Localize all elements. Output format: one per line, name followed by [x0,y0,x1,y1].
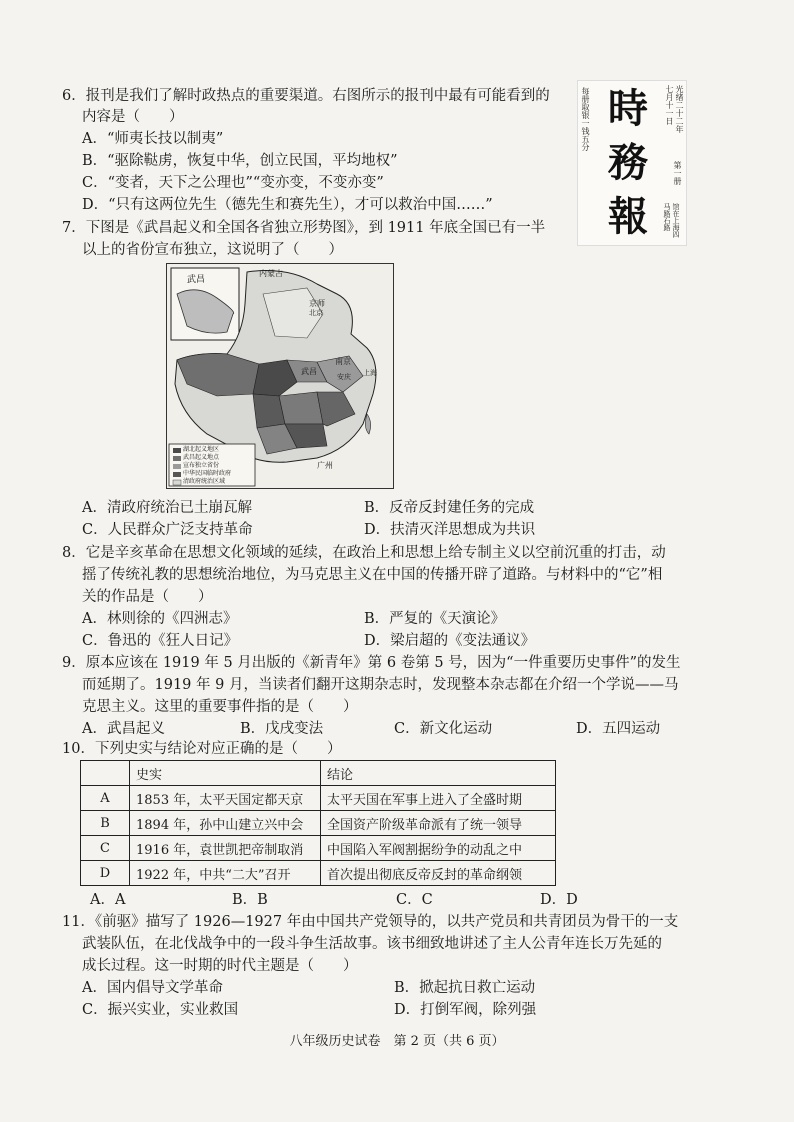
newspaper-masthead-image [577,80,687,246]
table-cell: A [81,786,130,811]
table-header-row [81,761,556,786]
masthead-char-1: 時 [608,85,648,132]
map-label-neimenggu: 内蒙古 [259,269,283,278]
q10-option-c[interactable]: C．C [396,892,433,908]
q6-option-b[interactable]: B．“驱除鞑虏，恢复中华，创立民国，平均地权” [82,153,398,169]
q11-option-c[interactable]: C．振兴实业，实业救国 [82,1002,239,1018]
table-header-cell: 史实 [130,761,321,786]
q9-option-c[interactable]: C．新文化运动 [394,721,493,737]
table-header-cell [81,761,130,786]
q10-stem: 10．下列史实与结论对应正确的是（ ） [62,741,342,757]
q10-option-a[interactable]: A．A [90,892,126,908]
q9-stem-line2: 而延期了。1919 年 9 月，当读者们翻开这期杂志时，发现整本杂志都在介绍一个学说——马 [82,677,679,693]
map-label-beijing: 北京 [309,309,323,317]
table-cell: 首次提出彻底反帝反封的革命纲领 [321,861,556,886]
map-label-wuchang: 武昌 [301,367,317,376]
table-cell: 1922 年，中共“二大”召开 [130,861,321,886]
table-header-cell: 结论 [321,761,556,786]
map-label-shanghai: 上海 [363,369,377,377]
map-label-jingshi: 京师 [309,299,325,308]
q8-option-d[interactable]: D．梁启超的《变法通议》 [364,633,536,649]
legend-item: 宣布独立省份 [183,462,220,469]
table-cell: D [81,861,130,886]
q10-option-b[interactable]: B．B [232,892,268,908]
masthead-date: 光绪二十二年 [675,85,684,133]
map-label-guangzhou: 广州 [317,461,333,470]
q8-stem-line1: 8．它是辛亥革命在思想文化领域的延续，在政治上和思想上给专制主义以空前沉重的打击，动 [62,545,666,561]
table-row [81,836,556,861]
table-row [81,811,556,836]
q8-option-b[interactable]: B．严复的《天演论》 [364,611,506,627]
q6-option-a[interactable]: A．“师夷长技以制夷” [82,131,224,147]
masthead-issue: 第一册 [673,161,682,185]
q9-option-b[interactable]: B．戊戌变法 [240,721,324,737]
q11-stem-line1: 11．《前驱》描写了 1926—1927 年由中国共产党领导的，以共产党员和共青团员为骨干的一支 [62,914,679,930]
masthead-char-2: 務 [608,139,648,186]
facts-table [80,760,556,886]
q11-option-d[interactable]: D．打倒军阀，除列强 [394,1002,537,1018]
q6-stem-line2: 内容是（ ） [82,109,184,125]
table-cell: 1894 年，孙中山建立兴中会 [130,811,321,836]
table-cell: 1916 年，袁世凯把帝制取消 [130,836,321,861]
table-cell: B [81,811,130,836]
wuchang-uprising-map [166,263,394,489]
legend-item: 清政府统治区域 [183,478,226,485]
q6-stem-line1: 6．报刊是我们了解时政热点的重要渠道。右图所示的报刊中最有可能看到的 [62,88,550,104]
q11-option-a[interactable]: A．国内倡导文学革命 [82,980,223,996]
masthead-address: 馆在上海四马路石路 [663,203,680,238]
masthead-price: 每册取银一钱五分 [581,87,590,151]
q8-option-a[interactable]: A．林则徐的《四洲志》 [82,611,238,627]
q11-stem-line2: 武装队伍，在北伐战争中的一段斗争生活故事。该书细致地讲述了主人公青年连长万先延的 [82,936,662,952]
q8-stem-line3: 关的作品是（ ） [82,589,213,605]
table-row [81,861,556,886]
q11-option-b[interactable]: B．掀起抗日救亡运动 [394,980,536,996]
map-label-nanjing: 南京 [335,357,351,366]
q6-option-c[interactable]: C．“变者，天下之公理也”“变亦变，不变亦变” [82,175,384,191]
q9-option-a[interactable]: A．武昌起义 [82,721,165,737]
q8-stem-line2: 摇了传统礼教的思想统治地位，为马克思主义在中国的传播开辟了道路。与材料中的“它”相 [82,567,663,583]
legend-item: 中华民国临时政府 [183,470,232,477]
table-cell: C [81,836,130,861]
q7-option-a[interactable]: A．清政府统治已土崩瓦解 [82,500,252,516]
table-row [81,786,556,811]
q6-option-d[interactable]: D．“只有这两位先生（德先生和赛先生），才可以救治中国……” [82,197,493,213]
map-label-anqing: 安庆 [337,373,351,381]
q11-stem-line3: 成长过程。这一时期的时代主题是（ ） [82,958,358,974]
q10-option-d[interactable]: D．D [540,892,578,908]
legend-item: 武昌起义地点 [183,454,220,461]
page-footer: 八年级历史试卷 第 2 页（共 6 页） [289,1034,505,1049]
q9-stem-line1: 9．原本应该在 1919 年 5 月出版的《新青年》第 6 卷第 5 号，因为“一件重要历史事件”的发生 [62,655,681,671]
legend-item: 湖北起义地区 [183,446,220,453]
q7-option-c[interactable]: C．人民群众广泛支持革命 [82,522,253,538]
q7-option-b[interactable]: B．反帝反封建任务的完成 [364,500,535,516]
q9-stem-line3: 克思主义。这里的重要事件指的是（ ） [82,699,358,715]
table-cell: 中国陷入军阀割据纷争的动乱之中 [321,836,556,861]
q7-option-d[interactable]: D．扶清灭洋思想成为共识 [364,522,536,538]
map-label-inset: 武昌 [187,275,206,285]
q7-stem-line1: 7．下图是《武昌起义和全国各省独立形势图》，到 1911 年底全国已有一半 [62,220,546,236]
table-cell: 太平天国在军事上进入了全盛时期 [321,786,556,811]
q9-option-d[interactable]: D．五四运动 [576,721,661,737]
masthead-char-3: 報 [608,193,648,240]
q7-stem-line2: 以上的省份宣布独立，这说明了（ ） [82,242,343,258]
table-cell: 1853 年，太平天国定都天京 [130,786,321,811]
table-cell: 全国资产阶级革命派有了统一领导 [321,811,556,836]
q8-option-c[interactable]: C．鲁迅的《狂人日记》 [82,633,239,649]
map-legend [183,446,231,486]
masthead-date2: 七月十一日 [665,85,674,125]
